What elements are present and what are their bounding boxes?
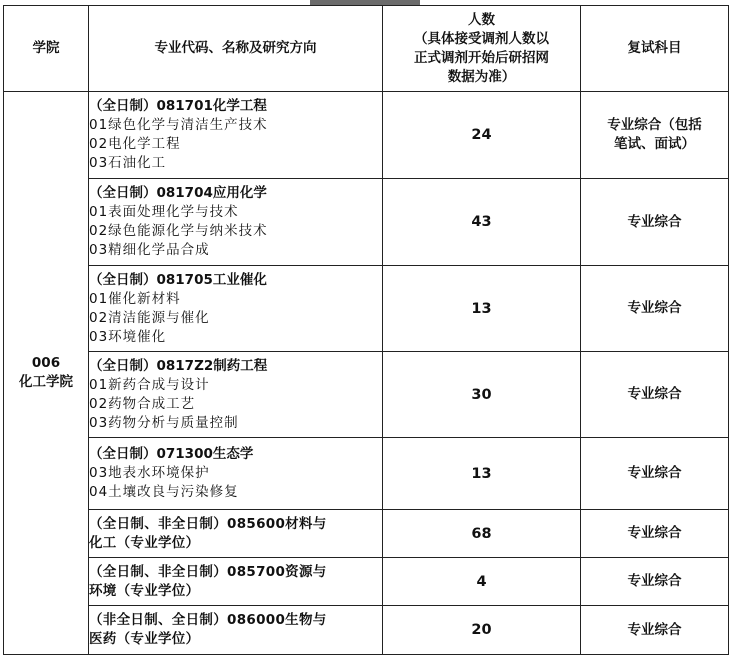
count-cell: 13 xyxy=(383,438,581,510)
exam-cell: 专业综合 xyxy=(581,266,729,352)
research-direction: 01表面处理化学与技术 xyxy=(89,204,239,220)
table-row xyxy=(4,438,729,510)
header-count xyxy=(383,6,581,92)
table-row xyxy=(4,558,729,606)
research-direction: 02电化学工程 xyxy=(89,136,181,152)
header-exam: 复试科目 xyxy=(581,6,729,92)
table-row xyxy=(4,179,729,266)
exam-line: 专业综合（包括 xyxy=(607,117,702,133)
exam-cell: 专业综合 xyxy=(581,558,729,606)
research-direction: 01新药合成与设计 xyxy=(89,376,210,393)
count-cell: 68 xyxy=(383,510,581,558)
research-direction: 02药物合成工艺 xyxy=(89,395,196,412)
header-row xyxy=(4,6,729,92)
major-cell xyxy=(89,352,383,438)
exam-cell: 专业综合 xyxy=(581,352,729,438)
college-code: 006 xyxy=(31,355,61,371)
table-row xyxy=(4,266,729,352)
count-cell: 13 xyxy=(383,266,581,352)
research-direction: 04土壤改良与污染修复 xyxy=(89,484,239,500)
exam-cell: 专业综合 xyxy=(581,179,729,266)
major-title: （全日制）0817Z2制药工程 xyxy=(89,357,268,374)
major-title: （全日制）071300生态学 xyxy=(89,446,254,462)
major-cell xyxy=(89,510,383,558)
header-college: 学院 xyxy=(4,6,89,92)
major-cell xyxy=(89,606,383,655)
major-title: （全日制、非全日制）085700资源与 xyxy=(89,563,327,580)
major-title: 医药（专业学位） xyxy=(89,631,200,647)
exam-cell: 专业综合 xyxy=(581,510,729,558)
table-row xyxy=(4,606,729,655)
major-cell xyxy=(89,266,383,352)
count-cell: 24 xyxy=(383,92,581,179)
major-cell xyxy=(89,179,383,266)
exam-cell: 专业综合 xyxy=(581,438,729,510)
major-cell xyxy=(89,438,383,510)
table-row xyxy=(4,510,729,558)
major-title: （全日制、非全日制）085600材料与 xyxy=(89,515,327,532)
major-title: 化工（专业学位） xyxy=(89,534,200,551)
exam-cell xyxy=(581,92,729,179)
research-direction: 03石油化工 xyxy=(89,155,167,171)
table-row xyxy=(4,352,729,438)
college-cell xyxy=(4,92,89,655)
research-direction: 02清洁能源与催化 xyxy=(89,309,210,326)
major-title: （全日制）081704应用化学 xyxy=(89,185,267,201)
count-cell: 30 xyxy=(383,352,581,438)
count-cell: 4 xyxy=(383,558,581,606)
header-major: 专业代码、名称及研究方向 xyxy=(89,6,383,92)
research-direction: 03地表水环境保护 xyxy=(89,465,210,481)
college-name: 化工学院 xyxy=(19,374,73,390)
major-title: （全日制）081705工业催化 xyxy=(89,271,267,288)
header-count-line: 人数 xyxy=(468,11,495,28)
table-row xyxy=(4,92,729,179)
header-count-line: （具体接受调剂人数以 xyxy=(414,30,549,47)
major-cell xyxy=(89,558,383,606)
admissions-table xyxy=(3,5,729,655)
major-title: 环境（专业学位） xyxy=(89,582,200,599)
count-cell: 20 xyxy=(383,606,581,655)
major-cell xyxy=(89,92,383,179)
research-direction: 03精细化学品合成 xyxy=(89,242,210,258)
count-cell: 43 xyxy=(383,179,581,266)
research-direction: 03药物分析与质量控制 xyxy=(89,414,239,431)
exam-line: 笔试、面试） xyxy=(614,136,695,152)
research-direction: 03环境催化 xyxy=(89,328,167,345)
research-direction: 02绿色能源化学与纳米技术 xyxy=(89,223,268,239)
exam-cell: 专业综合 xyxy=(581,606,729,655)
major-title: （非全日制、全日制）086000生物与 xyxy=(89,612,327,628)
major-title: （全日制）081701化学工程 xyxy=(89,98,267,114)
research-direction: 01催化新材料 xyxy=(89,290,181,307)
header-count-line: 数据为准） xyxy=(447,68,516,85)
header-count-line: 正式调剂开始后研招网 xyxy=(414,49,549,66)
research-direction: 01绿色化学与清洁生产技术 xyxy=(89,117,268,133)
